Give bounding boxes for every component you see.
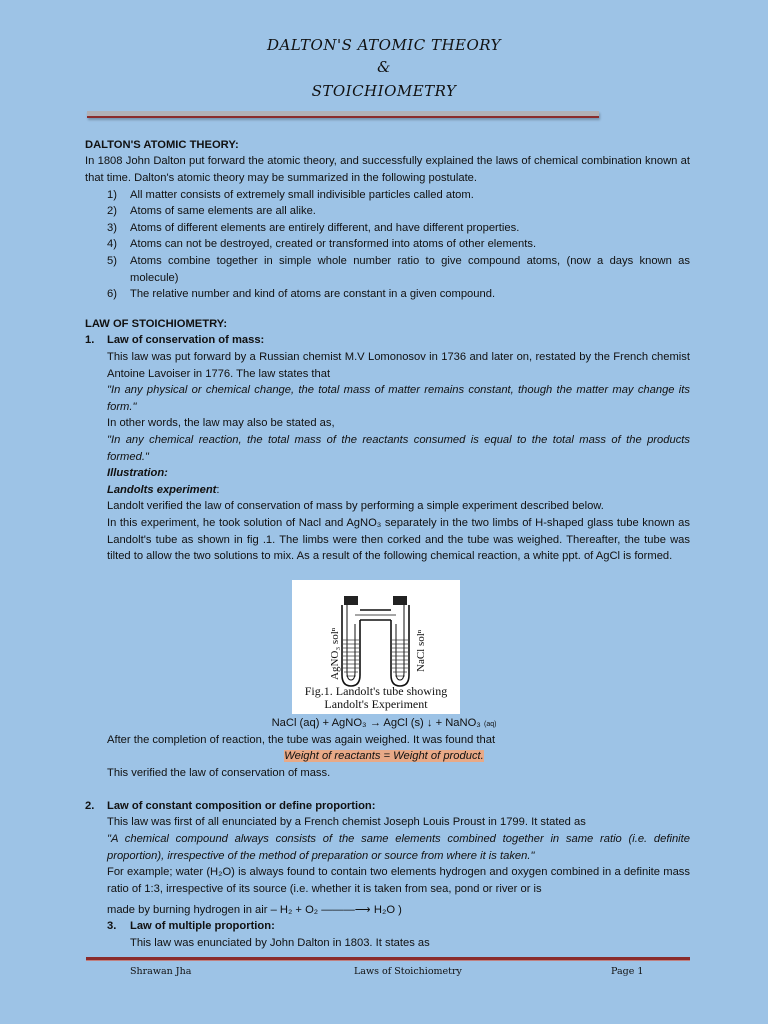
footer-author: Shrawan Jha [130,966,192,977]
highlight-statement [0,748,768,765]
postulate-number: 1) [107,189,117,201]
fig-right-label: NaCl solⁿ [415,629,427,672]
fig-caption-line1: Fig.1. Landolt's tube showing [304,684,448,698]
postulate-item: The relative number and kind of atoms are constant in a given compound. [130,288,496,300]
law1-para4: In this experiment, he took solution of Nacl and AgNO₃ separately in the two limbs of H-shaped glass tube known as Landolt's tube as shown in fig .1. The limbs were then corked and the tube was weighed. Thereafter, the tube was tilted to allow the two solutions to mix. As a result of the following chemical reaction, a white ppt. of AgCl is formed. [107,517,690,563]
postulate-number: 3) [107,222,117,234]
law2-para1: This law was first of all enunciated by a French chemist Joseph Louis Proust in 1799. It stated as [107,816,586,828]
landolt-colon: : [216,484,220,496]
law2-para3: made by burning hydrogen in air – H₂ + O₂ ———⟶ H₂O ) [107,904,402,916]
dalton-heading: DALTON'S ATOMIC THEORY: [85,139,239,151]
footer-rule [86,957,690,961]
illustration-heading: Illustration: [107,467,168,479]
equation-main: NaCl (aq) + AgNO₃ → AgCl (s) ↓ + NaNO₃ [271,717,481,729]
equation-subscript: (aq) [483,721,497,728]
title-rule [87,111,599,118]
postulate-item: Atoms of different elements are entirely different, and have different properties. [130,222,520,234]
fig-left-label: AgNO₃ solⁿ [329,627,341,680]
law2-quote1: "A chemical compound always consists of the same elements combined together in same ratio (i.e. definite proportion), irrespective of the method of preparation or source from where it is taken." [107,833,690,862]
law1-para2: In other words, the law may also be stated as, [107,417,335,429]
landolt-title: Landolts experiment [107,484,217,496]
law2-title: Law of constant composition or define proportion: [107,800,376,812]
postulate-item: Atoms can not be destroyed, created or transformed into atoms of other elements. [130,238,537,250]
law1-para1: This law was put forward by a Russian chemist M.V Lomonosov in 1736 and later on, restated by the French chemist Antoine Lavoiser in 1776. The law states that [107,351,690,380]
postulate-number: 2) [107,205,117,217]
law1-para6: This verified the law of conservation of mass. [107,767,331,779]
postulate-item: Atoms combine together in simple whole number ratio to give compound atoms, (now a days known as molecule) [130,255,690,284]
law2-number: 2. [85,800,95,812]
highlight-text: Weight of reactants = Weight of product. [284,750,484,762]
law3-para1: This law was enunciated by John Dalton in 1803. It states as [130,937,430,949]
postulate-item: All matter consists of extremely small indivisible particles called atom. [130,189,474,201]
law1-para5: After the completion of reaction, the tube was again weighed. It was found that [107,734,496,746]
fig-caption-line2: Landolt's Experiment [324,697,428,711]
law1-para3: Landolt verified the law of conservation of mass by performing a simple experiment described below. [107,500,604,512]
law1-quote1: "In any physical or chemical change, the total mass of matter remains constant, though the matter may change its form." [107,384,690,413]
doc-title-line2: & [377,58,391,76]
doc-title-line1: DALTON'S ATOMIC THEORY [266,36,502,54]
landolt-figure [292,580,460,714]
footer-title: Laws of Stoichiometry [354,966,462,977]
reaction-equation [0,715,768,734]
law3-title: Law of multiple proportion: [130,920,275,932]
law1-number: 1. [85,334,95,346]
postulate-number: 4) [107,238,117,250]
dalton-intro: In 1808 John Dalton put forward the atomic theory, and successfully explained the laws of chemical combination known at that time. Dalton's atomic theory may be summarized in the following postulate. [85,155,690,184]
law1-quote2: "In any chemical reaction, the total mass of the reactants consumed is equal to the total mass of the products formed." [107,434,690,463]
doc-title-line3: STOICHIOMETRY [311,82,457,100]
law3-number: 3. [107,920,117,932]
law2-para2: For example; water (H₂O) is always found to contain two elements hydrogen and oxygen combined in a definite mass ratio of 1:3, irrespective of its source (i.e. whether it is taken from sea, pond or river or is [107,866,690,895]
law1-title: Law of conservation of mass: [107,334,265,346]
footer-page-number: Page 1 [611,966,644,977]
postulate-number: 5) [107,255,117,267]
postulate-item: Atoms of same elements are all alike. [130,205,316,217]
stoich-heading: LAW OF STOICHIOMETRY: [85,318,228,330]
postulate-number: 6) [107,288,117,300]
landolt-heading [107,482,220,499]
